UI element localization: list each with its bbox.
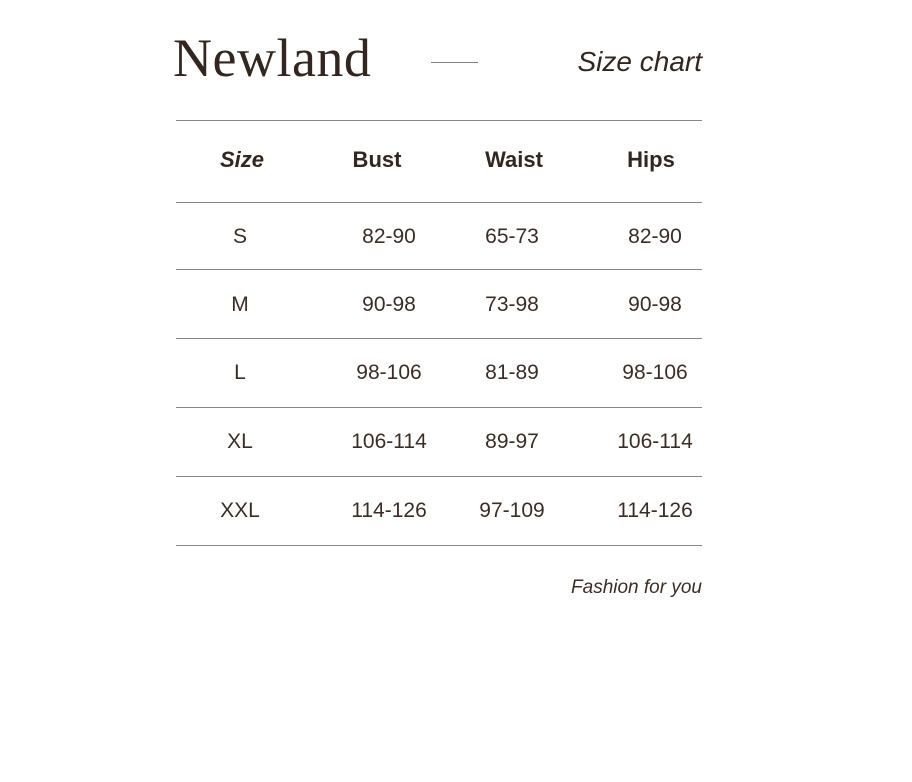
waist-cell: 89-97: [485, 430, 539, 453]
waist-cell: 81-89: [485, 361, 539, 384]
hips-cell: 82-90: [628, 225, 682, 248]
hips-cell: 90-98: [628, 293, 682, 316]
waist-cell: 65-73: [485, 225, 539, 248]
column-header-hips: Hips: [627, 147, 675, 172]
size-cell: XXL: [220, 499, 260, 522]
waist-cell: 97-109: [479, 499, 545, 522]
size-cell: S: [232, 225, 248, 248]
title-separator-dash: [431, 62, 478, 63]
bust-cell: 98-106: [356, 361, 422, 384]
hips-cell: 114-126: [617, 499, 693, 522]
header-bottom-rule: [176, 202, 702, 203]
row-divider: [176, 476, 702, 477]
footer-tagline: Fashion for you: [571, 577, 702, 598]
hips-cell: 98-106: [622, 361, 688, 384]
size-cell: XL: [227, 430, 253, 453]
size-cell: M: [231, 293, 249, 316]
size-cell: L: [234, 361, 246, 384]
column-header-size: Size: [219, 147, 265, 172]
bust-cell: 90-98: [362, 293, 416, 316]
row-divider: [176, 338, 702, 339]
table-top-rule: [176, 120, 702, 121]
row-divider: [176, 269, 702, 270]
column-header-bust: Bust: [352, 147, 402, 172]
hips-cell: 106-114: [617, 430, 693, 453]
bust-cell: 114-126: [351, 499, 427, 522]
page-title: Size chart: [577, 46, 702, 77]
row-divider: [176, 407, 702, 408]
waist-cell: 73-98: [485, 293, 539, 316]
table-bottom-rule: [176, 545, 702, 546]
bust-cell: 82-90: [362, 225, 416, 248]
brand-name: Newland: [173, 28, 372, 88]
column-header-waist: Waist: [485, 147, 543, 172]
bust-cell: 106-114: [351, 430, 427, 453]
